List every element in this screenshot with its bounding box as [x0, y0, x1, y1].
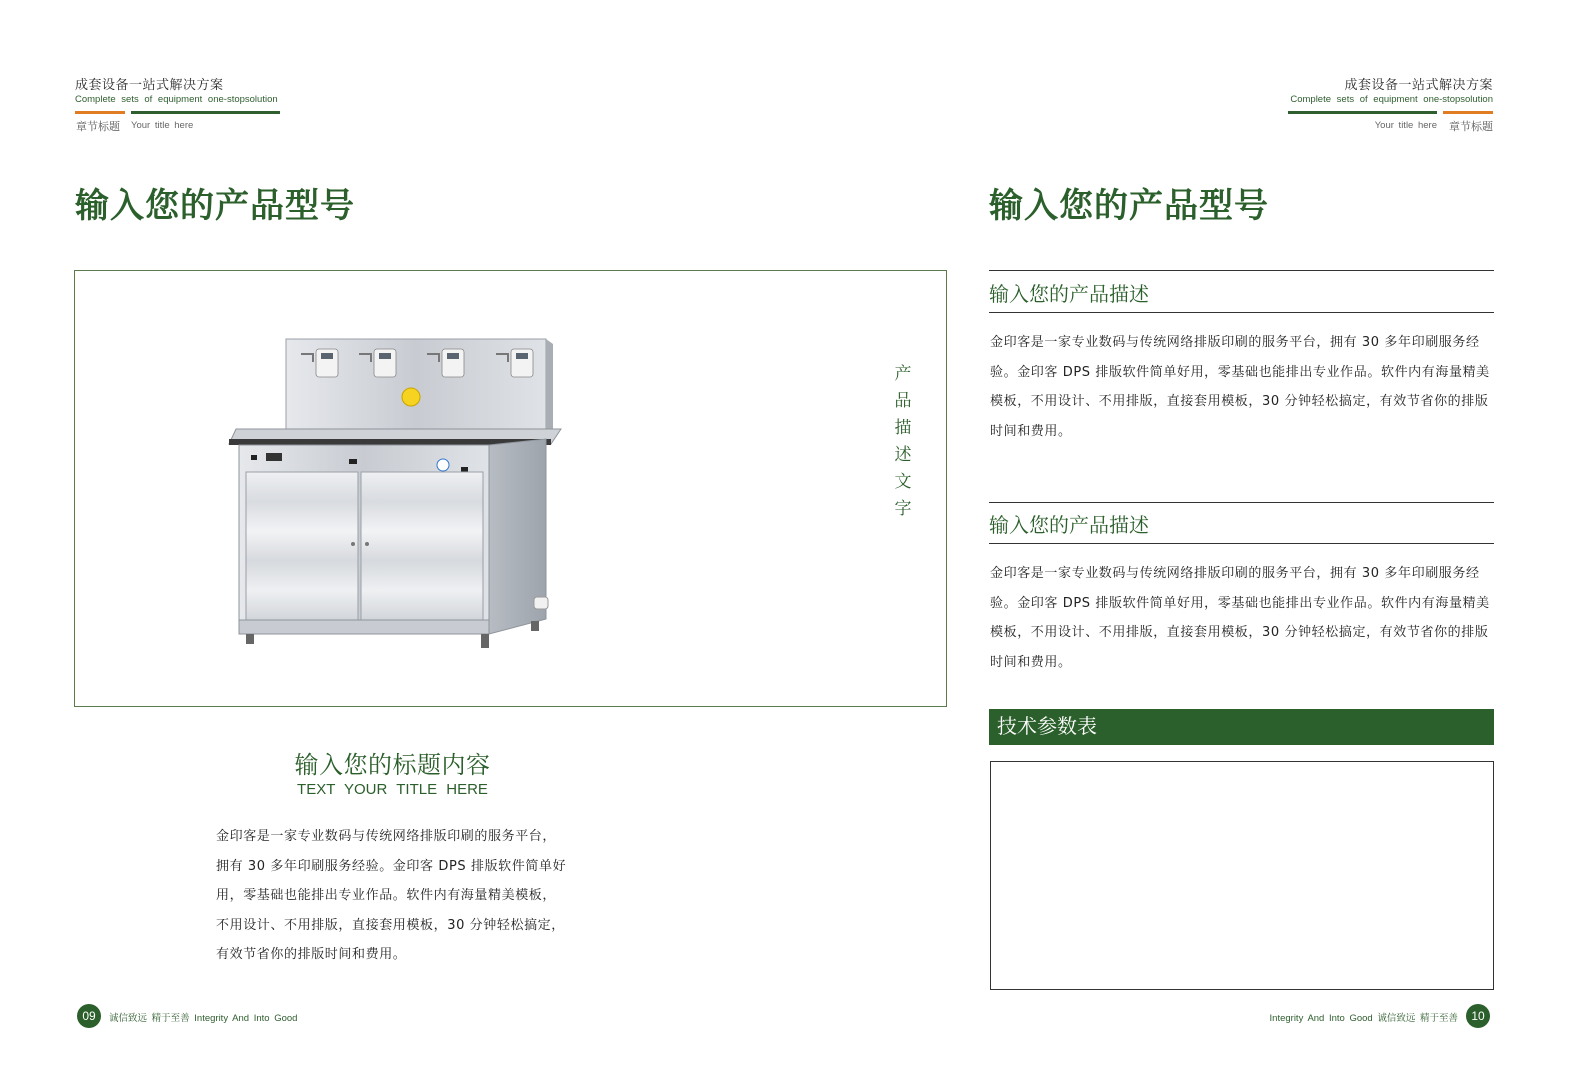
vertical-char: 字 [894, 499, 912, 519]
description-line: 模板，不用设计、不用排版，直接套用模板，30 分钟轻松搞定，有效节省你的排版 [990, 394, 1489, 409]
footer-slogan: 诚信致远 精于至善 Integrity And Into Good [109, 1013, 298, 1024]
product-image-frame [74, 270, 947, 707]
divider [989, 502, 1494, 503]
header-title-cn: 成套设备一站式解决方案 [1344, 78, 1493, 93]
vertical-char: 描 [894, 418, 912, 438]
header-accent-bar [75, 111, 125, 114]
section-title-en: Your title here [1374, 120, 1437, 131]
caption-body-line: 有效节省你的排版时间和费用。 [216, 947, 407, 962]
header-title-cn: 成套设备一站式解决方案 [75, 78, 224, 93]
description-title: 输入您的产品描述 [989, 513, 1149, 537]
description-body [990, 559, 1495, 677]
vertical-char: 述 [894, 445, 912, 465]
header-title-en: Complete sets of equipment one-stopsolution [75, 94, 278, 105]
caption-title-cn: 输入您的标题内容 [294, 751, 491, 779]
description-line: 时间和费用。 [990, 423, 1072, 439]
product-model-title: 输入您的产品型号 [989, 186, 1269, 226]
vertical-char: 产 [894, 364, 912, 384]
caption-body-line: 用，零基础也能排出专业作品。软件内有海量精美模板， [216, 888, 557, 903]
footer-slogan: Integrity And Into Good 诚信致远 精于至善 [1269, 1013, 1458, 1024]
caption-body-line: 拥有 30 多年印刷服务经验。金印客 DPS 排版软件简单好 [216, 858, 567, 874]
section-title-cn: 章节标题 [76, 120, 120, 133]
page-number: 09 [77, 1004, 101, 1028]
water-dispenser-image [191, 289, 611, 699]
description-title: 输入您的产品描述 [989, 282, 1149, 306]
params-table [990, 761, 1494, 990]
description-line: 时间和费用。 [990, 654, 1072, 670]
header-accent-bar [1443, 111, 1493, 114]
description-line: 验。金印客 DPS 排版软件简单好用，零基础也能排出专业作品。软件内有海量精美 [990, 595, 1490, 611]
description-line: 金印客是一家专业数码与传统网络排版印刷的服务平台，拥有 30 多年印刷服务经 [990, 566, 1480, 581]
params-title: 技术参数表 [989, 709, 1494, 745]
product-model-title: 输入您的产品型号 [75, 186, 355, 226]
page-number: 10 [1466, 1004, 1490, 1028]
caption-title-en: TEXT YOUR TITLE HERE [297, 781, 488, 798]
description-body [990, 328, 1495, 446]
section-title-cn: 章节标题 [1449, 120, 1493, 133]
vertical-char: 品 [894, 391, 912, 411]
vertical-description [893, 361, 913, 523]
header-rule [131, 111, 280, 114]
divider [989, 312, 1494, 313]
divider [989, 270, 1494, 271]
divider [989, 543, 1494, 544]
description-line: 验。金印客 DPS 排版软件简单好用，零基础也能排出专业作品。软件内有海量精美 [990, 364, 1490, 380]
caption-body-line: 不用设计、不用排版，直接套用模板，30 分钟轻松搞定， [216, 917, 565, 933]
description-line: 金印客是一家专业数码与传统网络排版印刷的服务平台，拥有 30 多年印刷服务经 [990, 335, 1480, 350]
vertical-char: 文 [894, 472, 912, 492]
description-line: 模板，不用设计、不用排版，直接套用模板，30 分钟轻松搞定，有效节省你的排版 [990, 625, 1489, 640]
section-title-en: Your title here [131, 120, 194, 131]
caption-body-line: 金印客是一家专业数码与传统网络排版印刷的服务平台， [216, 829, 557, 844]
header-rule [1288, 111, 1437, 114]
caption-body [216, 822, 596, 970]
header-title-en: Complete sets of equipment one-stopsolution [1290, 94, 1493, 105]
